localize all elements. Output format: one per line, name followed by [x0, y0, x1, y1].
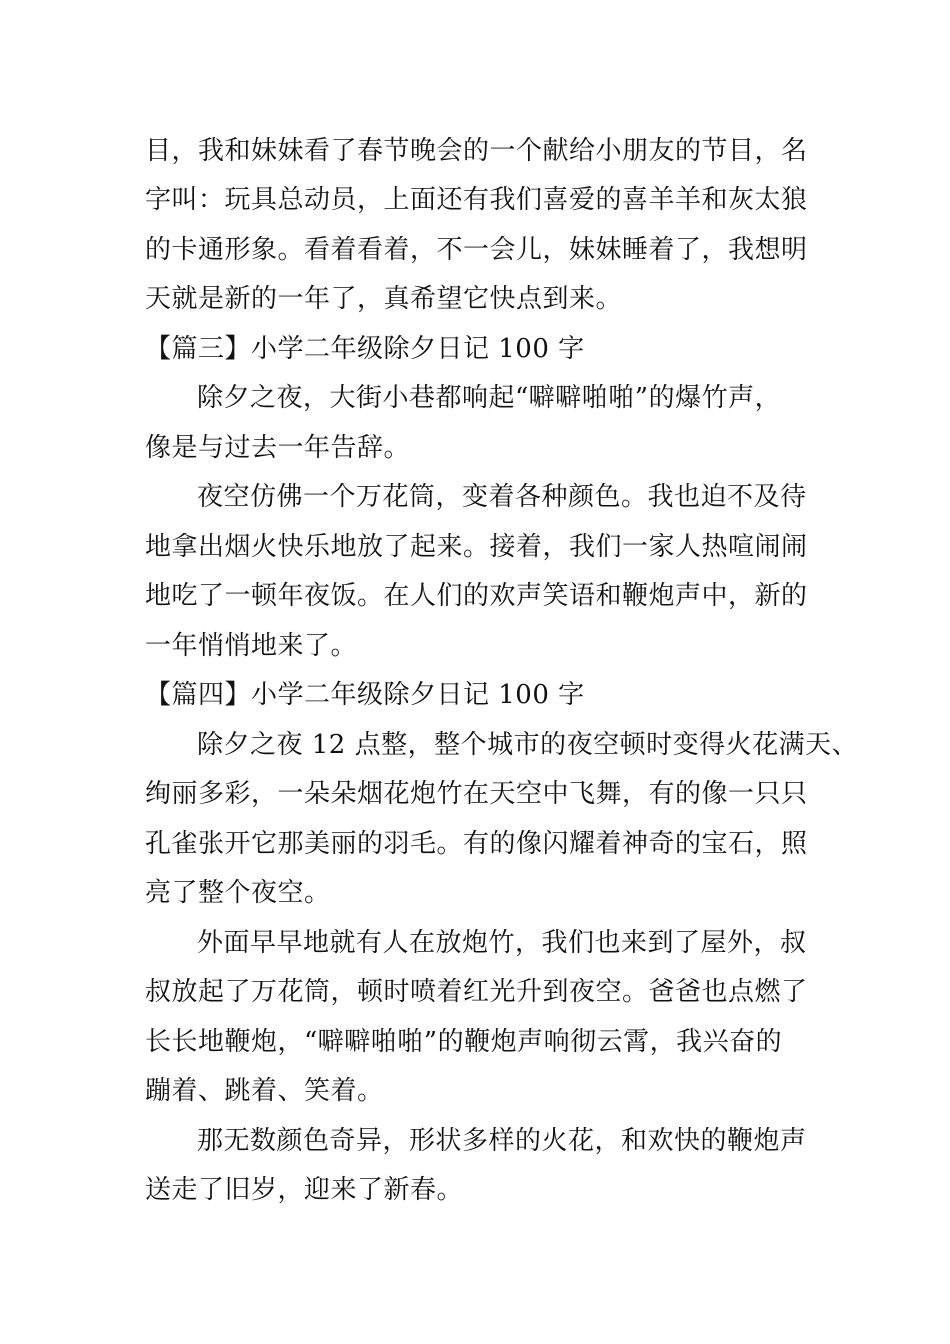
text-line: 亮了整个夜空。: [145, 878, 331, 908]
text-line: 孔雀张开它那美丽的羽毛。有的像闪耀着神奇的宝石，照: [145, 829, 808, 859]
text-line: 那无数颜色奇异，形状多样的火花，和欢快的鞭炮声: [197, 1126, 807, 1156]
text-line: 绚丽多彩，一朵朵烟花炮竹在天空中飞舞，有的像一只只: [145, 779, 808, 809]
text-line: 蹦着、跳着、笑着。: [145, 1076, 384, 1106]
section-heading: 【篇三】小学二年级除夕日记 100 字: [145, 334, 585, 364]
text-line: 送走了旧岁，迎来了新春。: [145, 1175, 464, 1205]
text-line: 的卡通形象。看着看着，不一会儿，妹妹睡着了，我想明: [145, 235, 808, 265]
text-line: 长长地鞭炮，“噼噼啪啪”的鞭炮声响彻云霄，我兴奋的: [145, 1027, 783, 1057]
text-line: 天就是新的一年了，真希望它快点到来。: [145, 284, 623, 314]
text-line: 夜空仿佛一个万花筒，变着各种颜色。我也迫不及待: [197, 482, 807, 512]
text-line: 一年悄悄地来了。: [145, 631, 358, 661]
text-line: 地吃了一顿年夜饭。在人们的欢声笑语和鞭炮声中，新的: [145, 581, 808, 611]
text-line: 像是与过去一年告辞。: [145, 433, 411, 463]
section-heading: 【篇四】小学二年级除夕日记 100 字: [145, 680, 585, 710]
text-line: 叔放起了万花筒，顿时喷着红光升到夜空。爸爸也点燃了: [145, 977, 808, 1007]
text-line: 除夕之夜 12 点整，整个城市的夜空顿时变得火花满天、: [197, 730, 859, 760]
text-line: 除夕之夜，大街小巷都响起“噼噼啪啪”的爆竹声，: [197, 383, 782, 413]
text-line: 地拿出烟火快乐地放了起来。接着，我们一家人热喧闹闹: [145, 532, 808, 562]
text-line: 外面早早地就有人在放炮竹，我们也来到了屋外，叔: [197, 928, 807, 958]
text-line: 字叫：玩具总动员，上面还有我们喜爱的喜羊羊和灰太狼: [145, 185, 808, 215]
text-line: 目，我和妹妹看了春节晚会的一个献给小朋友的节目，名: [145, 136, 808, 166]
